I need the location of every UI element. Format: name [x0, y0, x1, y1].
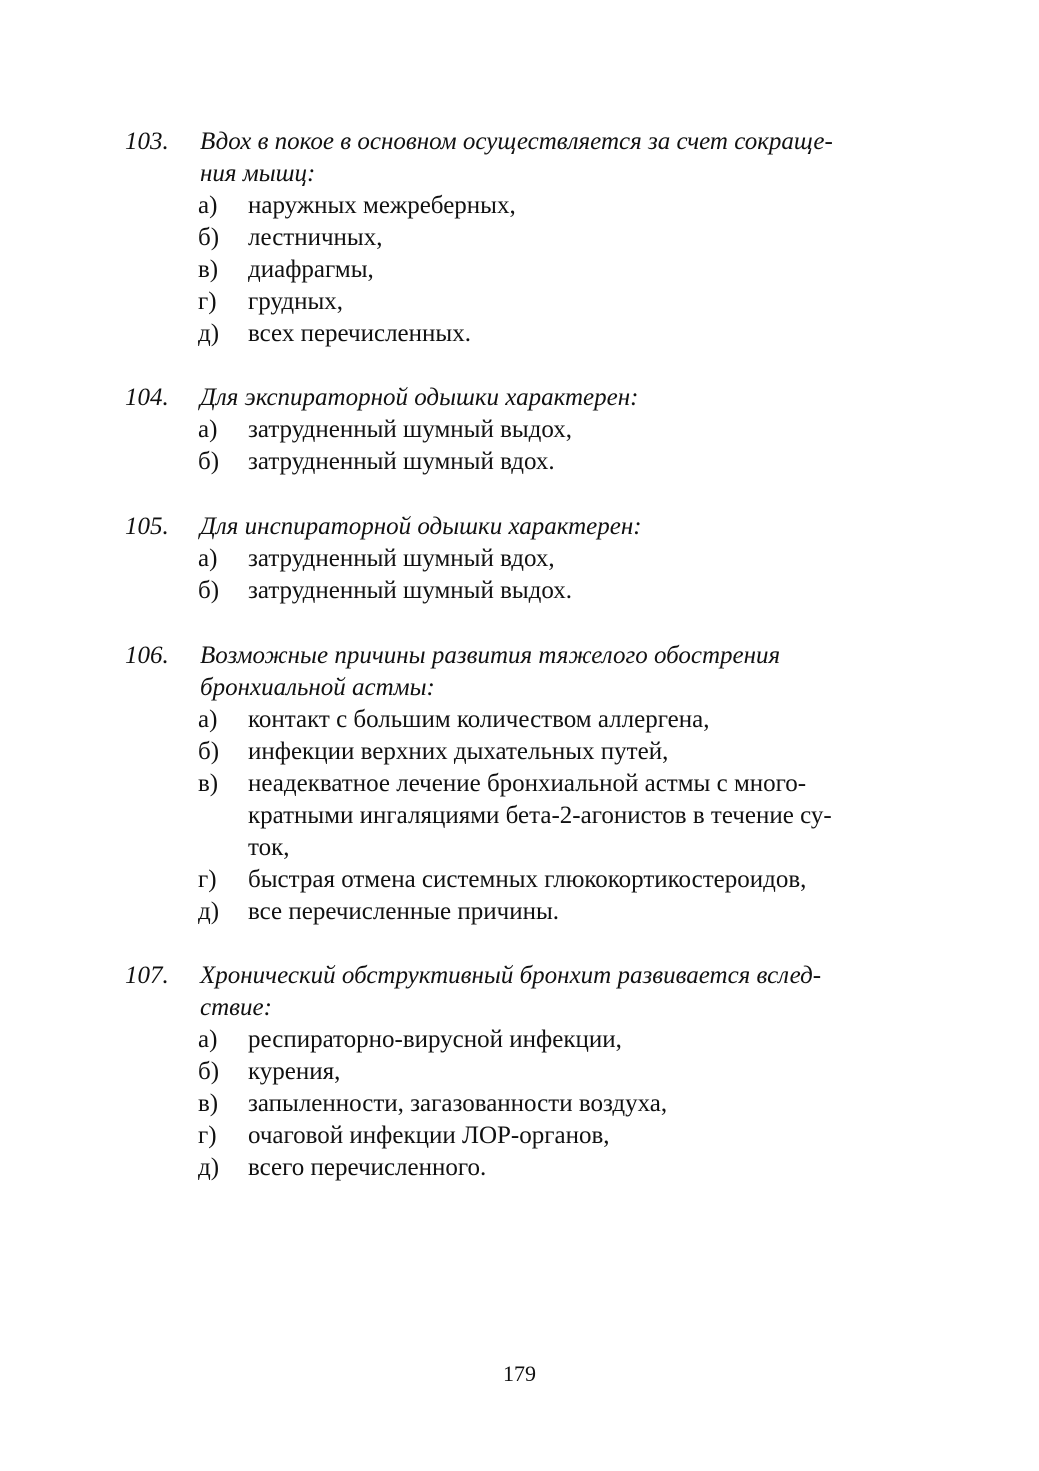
option-text: запыленности, загазованности воздуха,	[248, 1090, 668, 1117]
answer-option	[0, 1056, 1039, 1088]
option-letter: д)	[198, 1154, 220, 1181]
question-107	[0, 960, 1039, 1184]
option-letter: б)	[198, 1058, 220, 1085]
question-line	[0, 672, 1039, 704]
answer-option	[0, 318, 1039, 350]
option-letter: в)	[198, 1090, 219, 1117]
answer-option	[0, 575, 1039, 607]
answer-option-continuation	[0, 800, 1039, 832]
answer-option	[0, 222, 1039, 254]
option-text: респираторно-вирусной инфекции,	[248, 1026, 622, 1053]
option-letter: г)	[198, 866, 217, 893]
option-text: лестничных,	[248, 224, 383, 251]
question-text: бронхиальной астмы:	[200, 674, 435, 701]
question-line	[0, 126, 1039, 158]
option-text: затрудненный шумный выдох.	[248, 577, 573, 604]
option-text: инфекции верхних дыхательных путей,	[248, 738, 669, 765]
option-letter: в)	[198, 770, 219, 797]
question-105	[0, 511, 1039, 607]
question-103	[0, 126, 1039, 350]
answer-option	[0, 768, 1039, 800]
option-text: быстрая отмена системных глюкокортикостероидов,	[248, 866, 807, 893]
option-text: диафрагмы,	[248, 256, 374, 283]
question-text: Возможные причины развития тяжелого обострения	[200, 642, 781, 669]
answer-option-continuation	[0, 832, 1039, 864]
option-letter: б)	[198, 224, 220, 251]
answer-option	[0, 286, 1039, 318]
answer-option	[0, 543, 1039, 575]
question-106	[0, 640, 1039, 928]
option-text: ток,	[248, 834, 290, 861]
option-text: все перечисленные причины.	[248, 898, 560, 925]
answer-option	[0, 864, 1039, 896]
answer-option	[0, 1024, 1039, 1056]
option-letter: б)	[198, 738, 220, 765]
question-number: 103.	[125, 128, 169, 155]
option-text: затрудненный шумный вдох.	[248, 448, 555, 475]
option-text: всех перечисленных.	[248, 320, 471, 347]
option-text: наружных межреберных,	[248, 192, 516, 219]
option-letter: а)	[198, 416, 218, 443]
question-line	[0, 158, 1039, 190]
option-letter: г)	[198, 288, 217, 315]
answer-option	[0, 1088, 1039, 1120]
question-number: 106.	[125, 642, 169, 669]
answer-option	[0, 414, 1039, 446]
question-line	[0, 382, 1039, 414]
answer-option	[0, 190, 1039, 222]
question-line	[0, 992, 1039, 1024]
option-letter: а)	[198, 1026, 218, 1053]
answer-option	[0, 1120, 1039, 1152]
option-text: контакт с большим количеством аллергена,	[248, 706, 710, 733]
question-number: 105.	[125, 513, 169, 540]
option-letter: г)	[198, 1122, 217, 1149]
page-number: 179	[503, 1361, 536, 1386]
option-letter: д)	[198, 898, 220, 925]
option-text: всего перечисленного.	[248, 1154, 487, 1181]
question-line	[0, 511, 1039, 543]
option-letter: д)	[198, 320, 220, 347]
question-text: Хронический обструктивный бронхит развивается вслед-	[200, 962, 822, 989]
option-letter: а)	[198, 545, 218, 572]
option-text: грудных,	[248, 288, 343, 315]
option-text: курения,	[248, 1058, 341, 1085]
question-text: Вдох в покое в основном осуществляется за счет сокраще-	[200, 128, 833, 155]
question-line	[0, 960, 1039, 992]
question-text: ния мышц:	[200, 160, 316, 187]
question-text: ствие:	[200, 994, 272, 1021]
answer-option	[0, 736, 1039, 768]
answer-option	[0, 704, 1039, 736]
question-text: Для инспираторной одышки характерен:	[200, 513, 642, 540]
option-letter: б)	[198, 448, 220, 475]
option-text: затрудненный шумный выдох,	[248, 416, 573, 443]
question-104	[0, 382, 1039, 478]
answer-option	[0, 446, 1039, 478]
answer-option	[0, 254, 1039, 286]
option-letter: а)	[198, 706, 218, 733]
option-letter: б)	[198, 577, 220, 604]
question-line	[0, 640, 1039, 672]
option-text: затрудненный шумный вдох,	[248, 545, 555, 572]
question-number: 107.	[125, 962, 169, 989]
answer-option	[0, 896, 1039, 928]
option-letter: в)	[198, 256, 219, 283]
question-text: Для экспираторной одышки характерен:	[200, 384, 639, 411]
option-letter: а)	[198, 192, 218, 219]
answer-option	[0, 1152, 1039, 1184]
option-text: кратными ингаляциями бета-2-агонистов в течение су-	[248, 802, 832, 829]
option-text: очаговой инфекции ЛОР-органов,	[248, 1122, 610, 1149]
option-text: неадекватное лечение бронхиальной астмы с много-	[248, 770, 807, 797]
question-number: 104.	[125, 384, 169, 411]
